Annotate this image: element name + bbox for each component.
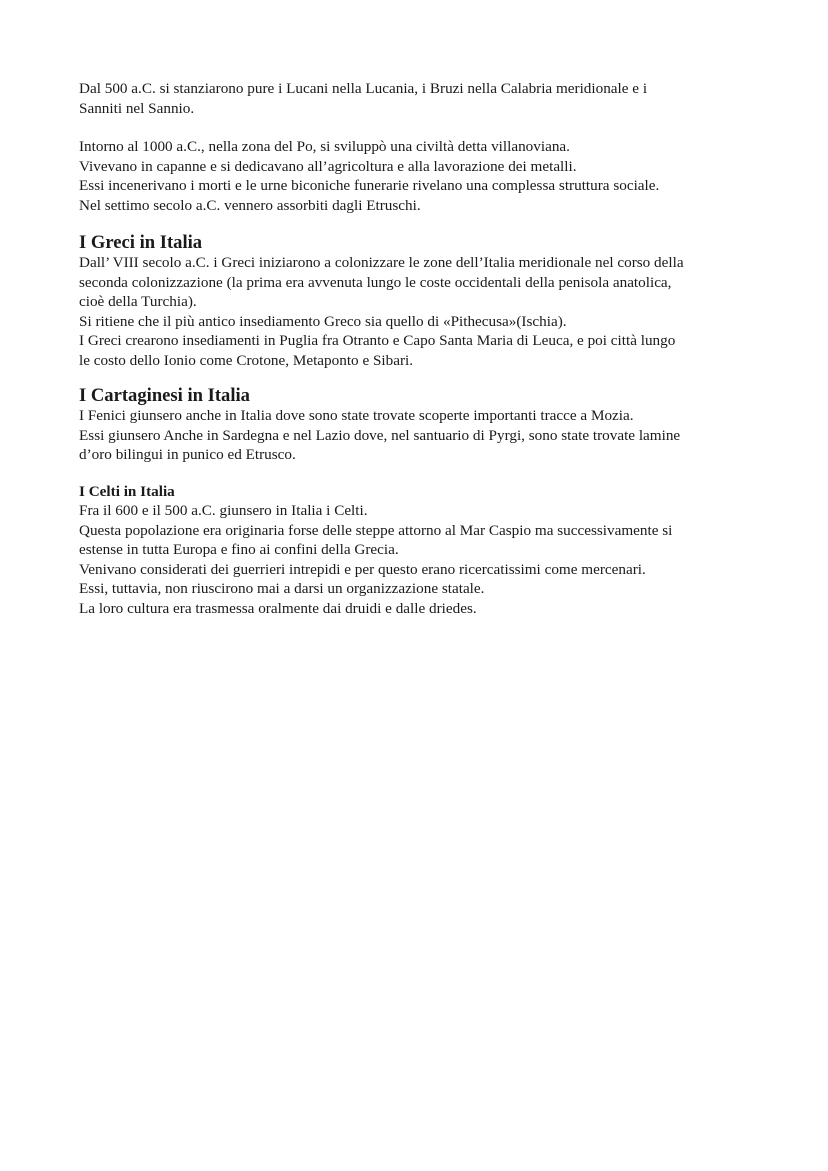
intro-paragraph xyxy=(79,79,759,118)
text-line: Intorno al 1000 a.C., nella zona del Po, si sviluppò una civiltà detta villanoviana. xyxy=(79,138,570,155)
greci-paragraph xyxy=(79,253,759,370)
text-line: Vivevano in capanne e si dedicavano all’agricoltura e alla lavorazione dei metalli. xyxy=(79,157,577,175)
text-line: Si ritiene che il più antico insediamento Greco sia quello di «Pithecusa»(Ischia). xyxy=(79,312,567,330)
text-line: La loro cultura era trasmessa oralmente dai druidi e dalle driedes. xyxy=(79,599,477,617)
text-line: d’oro bilingui in punico ed Etrusco. xyxy=(79,446,296,463)
text-line: estense in tutta Europa e fino ai confini della Grecia. xyxy=(79,541,399,558)
text-line: Sanniti nel Sannio. xyxy=(79,99,195,117)
text-line: Essi incenerivano i morti e le urne biconiche funerarie rivelano una complessa struttura sociale. xyxy=(79,177,660,194)
text-line: cioè della Turchia). xyxy=(79,293,197,310)
villanovan-paragraph xyxy=(79,137,759,215)
text-line: Fra il 600 e il 500 a.C. giunsero in Italia i Celti. xyxy=(79,502,368,519)
text-line: Dall’ VIII secolo a.C. i Greci iniziarono a colonizzare le zone dell’Italia meridionale nel corso della xyxy=(79,254,684,271)
text-line: Dal 500 a.C. si stanziarono pure i Lucani nella Lucania, i Bruzi nella Calabria meridionale e i xyxy=(79,80,648,97)
section-heading-celti: I Celti in Italia xyxy=(79,482,175,500)
text-line: seconda colonizzazione (la prima era avvenuta lungo le coste occidentali della penisola anatolica, xyxy=(79,273,672,291)
text-line: le costo dello Ionio come Crotone, Metaponto e Sibari. xyxy=(79,351,414,369)
text-line: Essi, tuttavia, non riuscirono mai a darsi un organizzazione statale. xyxy=(79,580,485,597)
text-line: Essi giunsero Anche in Sardegna e nel Lazio dove, nel santuario di Pyrgi, sono state trovate lamine xyxy=(79,426,681,444)
text-line: Nel settimo secolo a.C. vennero assorbiti dagli Etruschi. xyxy=(79,196,421,214)
celti-paragraph xyxy=(79,501,759,618)
text-line: Venivano considerati dei guerrieri intrepidi e per questo erano ricercatissimi come mercenari. xyxy=(79,560,646,578)
page-content xyxy=(79,79,759,618)
cartaginesi-paragraph xyxy=(79,406,759,465)
text-line: Questa popolazione era originaria forse delle steppe attorno al Mar Caspio ma successivamente si xyxy=(79,521,673,539)
section-heading-greci: I Greci in Italia xyxy=(79,232,203,253)
text-line: I Fenici giunsero anche in Italia dove sono state trovate scoperte importanti tracce a Mozia. xyxy=(79,407,634,424)
text-line: I Greci crearono insediamenti in Puglia fra Otranto e Capo Santa Maria di Leuca, e poi città lungo xyxy=(79,332,676,349)
section-heading-cartaginesi: I Cartaginesi in Italia xyxy=(79,385,250,406)
